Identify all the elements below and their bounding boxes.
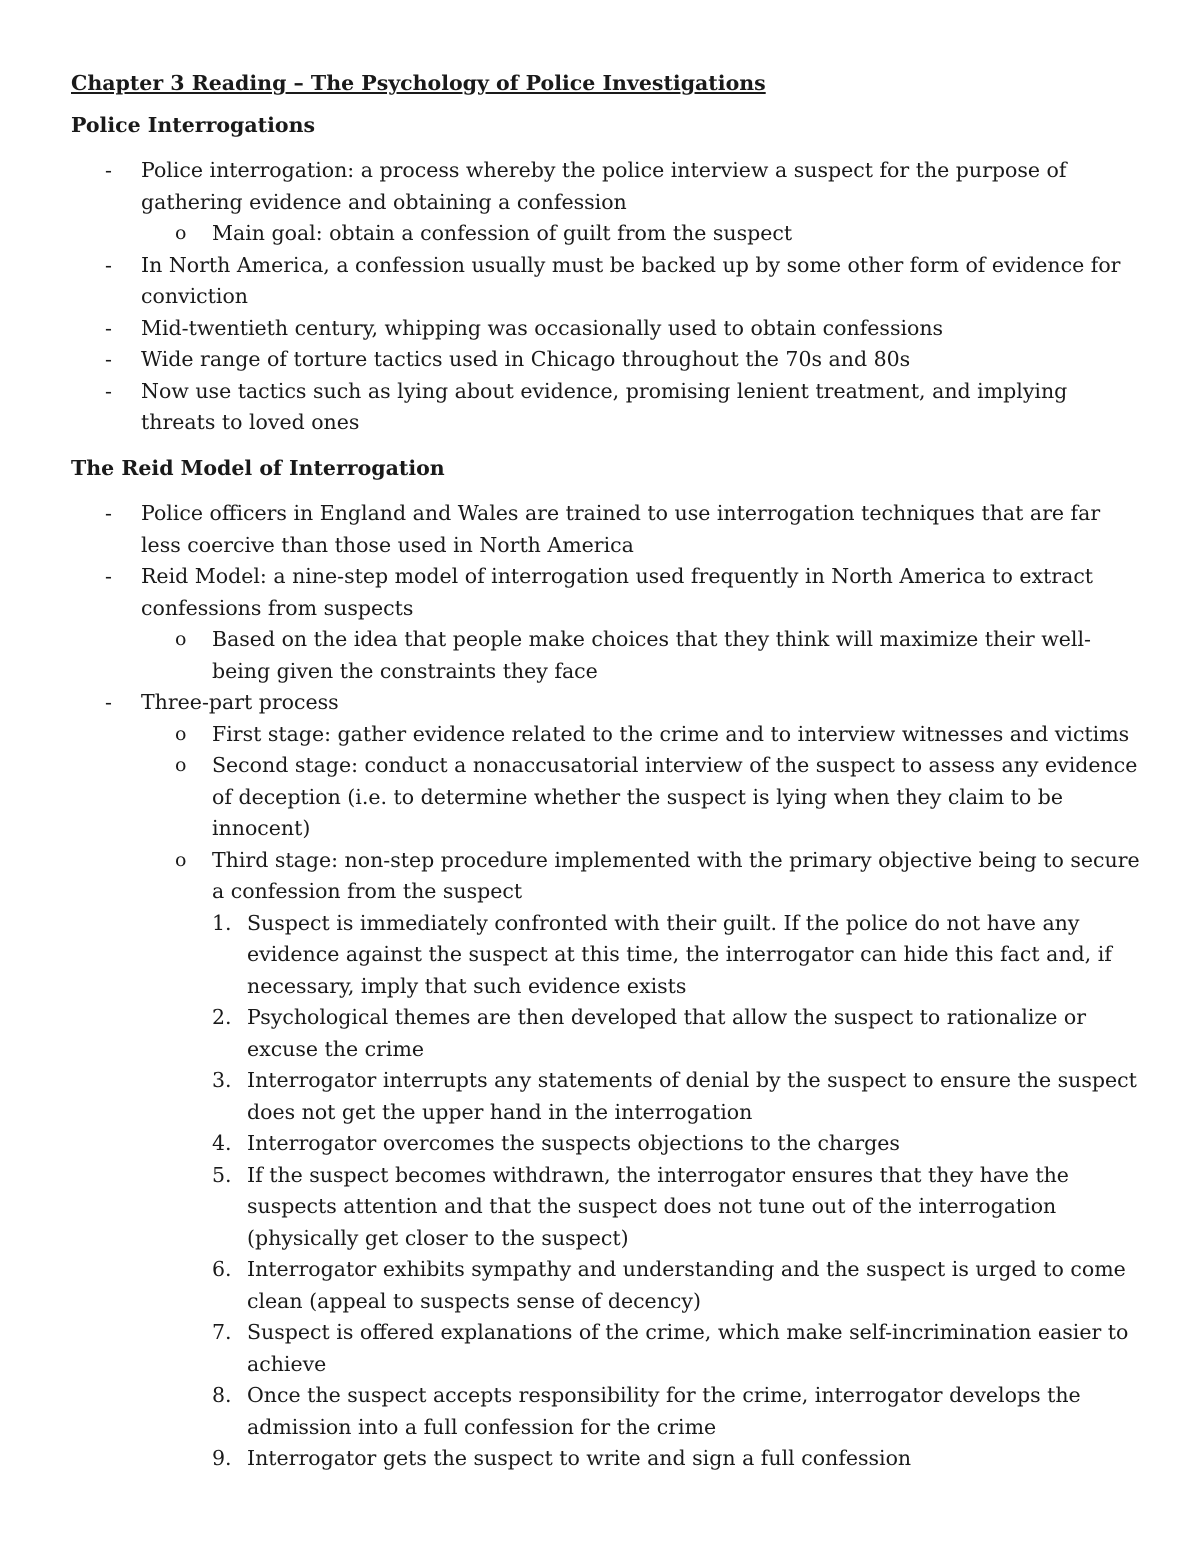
sub-list-item-text: Based on the idea that people make choices that they think will maximize their well-being given the constraints they face	[212, 627, 1091, 683]
numbered-step	[71, 1002, 1141, 1065]
dash-marker: -	[105, 347, 112, 371]
list-item	[71, 498, 1141, 561]
dash-marker: -	[105, 564, 112, 588]
sub-list-item	[71, 218, 1141, 250]
step-number: 7.	[212, 1320, 232, 1344]
step-number: 5.	[212, 1162, 232, 1187]
dash-marker: -	[105, 158, 112, 182]
sub-list-item-text: Third stage: non-step procedure implemented with the primary objective being to secure a confession from the suspect	[212, 847, 1140, 903]
list-item-text: Wide range of torture tactics used in Chicago throughout the 70s and 80s	[141, 347, 911, 371]
circle-marker: o	[175, 222, 187, 244]
numbered-step	[71, 908, 1141, 1003]
numbered-step	[71, 1317, 1141, 1380]
numbered-step-text: Interrogator overcomes the suspects objections to the charges	[247, 1131, 900, 1155]
bullet-list-police-interrogations	[71, 155, 1141, 439]
list-item	[71, 561, 1141, 624]
list-item	[71, 687, 1141, 719]
dash-marker: -	[105, 315, 112, 340]
dash-marker: -	[105, 252, 112, 277]
document-page	[71, 68, 1141, 1475]
list-item	[71, 344, 1141, 376]
step-number: 6.	[212, 1257, 232, 1281]
circle-marker: o	[175, 754, 187, 776]
step-number: 9.	[212, 1446, 232, 1470]
list-item-text: Mid-twentieth century, whipping was occasionally used to obtain confessions	[141, 315, 944, 340]
numbered-step	[71, 1128, 1141, 1160]
section-heading-police-interrogations: Police Interrogations	[71, 112, 316, 137]
list-item-text: Three-part process	[141, 690, 339, 714]
step-number: 3.	[212, 1068, 232, 1092]
list-item	[71, 250, 1141, 313]
circle-marker: o	[175, 628, 187, 650]
numbered-step-text: Interrogator gets the suspect to write and sign a full confession	[247, 1446, 912, 1470]
dash-marker: -	[105, 501, 112, 525]
list-item-text: Police officers in England and Wales are trained to use interrogation techniques that are far less coercive than those used in North America	[141, 501, 1101, 557]
numbered-step	[71, 1443, 1141, 1475]
numbered-step-text: Suspect is immediately confronted with their guilt. If the police do not have any evidence against the suspect at this time, the interrogator can hide this fact and, if necessary, imply that such evidence exists	[247, 910, 1112, 998]
step-number: 2.	[212, 1005, 232, 1029]
sub-list-item-text: Main goal: obtain a confession of guilt from the suspect	[212, 221, 793, 245]
list-item-text: Reid Model: a nine-step model of interrogation used frequently in North America to extract confessions from suspects	[141, 564, 1094, 620]
list-item	[71, 313, 1141, 345]
numbered-step	[71, 1160, 1141, 1255]
sub-list-item-text: Second stage: conduct a nonaccusatorial interview of the suspect to assess any evidence of deception (i.e. to determine whether the suspect is lying when they claim to be innocent)	[212, 753, 1138, 840]
dash-marker: -	[105, 378, 112, 403]
sub-list-item	[71, 624, 1141, 687]
sub-list-item	[71, 845, 1141, 908]
list-item-text: Now use tactics such as lying about evidence, promising lenient treatment, and implying threats to loved ones	[141, 378, 1068, 434]
bullet-list-reid-model	[71, 498, 1141, 1475]
document-title: Chapter 3 Reading – The Psychology of Police Investigations	[71, 71, 766, 95]
list-item-text: Police interrogation: a process whereby the police interview a suspect for the purpose of gathering evidence and obtaining a confession	[141, 158, 1067, 214]
numbered-step-text: Interrogator interrupts any statements of denial by the suspect to ensure the suspect does not get the upper hand in the interrogation	[247, 1068, 1137, 1124]
list-item-text: In North America, a confession usually must be backed up by some other form of evidence for conviction	[141, 252, 1121, 308]
circle-marker: o	[175, 722, 187, 745]
numbered-step	[71, 1065, 1141, 1128]
numbered-step-text: Suspect is offered explanations of the crime, which make self-incrimination easier to achieve	[247, 1320, 1129, 1376]
numbered-step-text: Interrogator exhibits sympathy and understanding and the suspect is urged to come clean (appeal to suspects sense of decency)	[247, 1257, 1126, 1313]
numbered-step	[71, 1254, 1141, 1317]
step-number: 8.	[212, 1383, 232, 1407]
sub-list-item	[71, 719, 1141, 751]
list-item	[71, 376, 1141, 439]
step-number: 4.	[212, 1131, 232, 1155]
circle-marker: o	[175, 848, 187, 871]
sub-list-item	[71, 750, 1141, 845]
numbered-step-text: Psychological themes are then developed that allow the suspect to rationalize or excuse the crime	[247, 1005, 1086, 1061]
dash-marker: -	[105, 690, 112, 714]
numbered-step	[71, 1380, 1141, 1443]
numbered-step-text: If the suspect becomes withdrawn, the interrogator ensures that they have the suspects attention and that the suspect does not tune out of the interrogation (physically get closer to the suspect)	[247, 1162, 1069, 1250]
sub-list-item-text: First stage: gather evidence related to the crime and to interview witnesses and victims	[212, 721, 1130, 746]
list-item	[71, 155, 1141, 218]
section-heading-reid-model: The Reid Model of Interrogation	[71, 455, 445, 480]
numbered-step-text: Once the suspect accepts responsibility for the crime, interrogator develops the admission into a full confession for the crime	[247, 1383, 1081, 1439]
step-number: 1.	[212, 910, 232, 935]
